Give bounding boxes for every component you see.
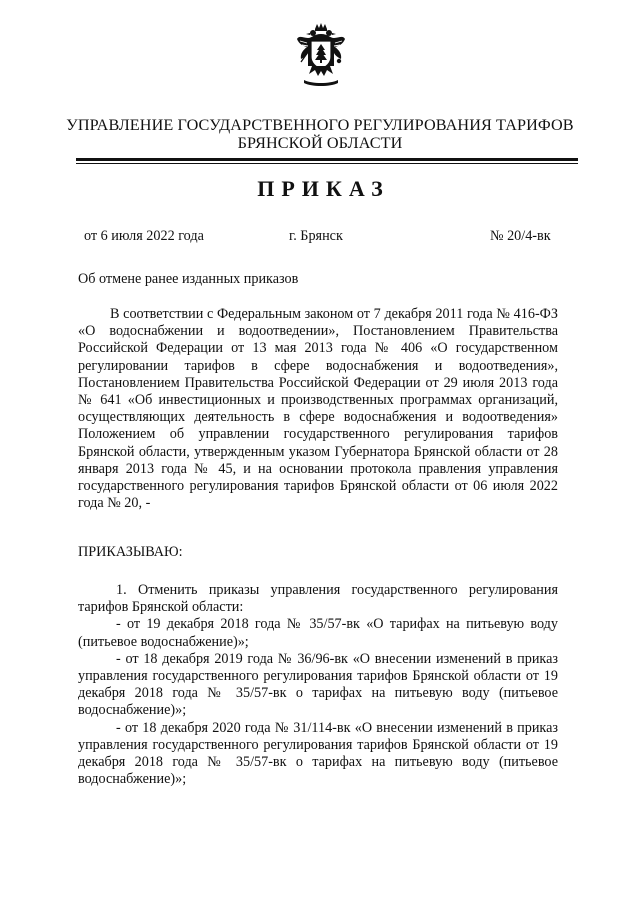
header-divider-thin [76, 163, 578, 164]
order-keyword: ПРИКАЗЫВАЮ: [78, 544, 183, 560]
document-date: от 6 июля 2022 года [84, 228, 204, 244]
document-number: № 20/4-вк [490, 228, 551, 244]
order-item: - от 18 декабря 2020 года № 31/114-вк «О внесении изменений в приказ управления государственного регулирования тарифов Брянской области от 19 декабря 2018 года № 35/57-вк о тарифах на питьевую воду (питьевое водоснабжение)»; [78, 719, 558, 788]
header-divider-thick [76, 158, 578, 161]
order-item: - от 18 декабря 2019 года № 36/96-вк «О внесении изменений в приказ управления государственного регулирования тарифов Брянской области от 19 декабря 2018 года № 35/57-вк о тарифах на питьевую воду (питьевое водоснабжение)»; [78, 650, 558, 719]
document-city: г. Брянск [289, 228, 343, 244]
order-item: - от 19 декабря 2018 года № 35/57-вк «О тарифах на питьевую воду (питьевое водоснабжение)»; [78, 616, 558, 650]
organization-title [60, 116, 580, 152]
document-subject: Об отмене ранее изданных приказов [78, 271, 299, 287]
preamble-paragraph: В соответствии с Федеральным законом от 7 декабря 2011 года № 416-ФЗ «О водоснабжении и водоотведении», Постановлением Правительства Российской Федерации от 13 мая 2013 года № 406 «О государственном регулировании тарифов в сфере водоснабжения и водоотведения», Постановлением Правительства Российской Федерации от 29 июля 2013 года № 641 «Об инвестиционных и производственных программах организаций, осуществляющих деятельность в сфере водоснабжения и водоотведения» Положением об управлении государственного регулирования тарифов Брянской области, утвержденным указом Губернатора Брянской области от 28 января 2013 года № 45, и на основании протокола правления управления государственного регулирования тарифов Брянской области от 06 июля 2022 года № 20, - [78, 306, 558, 512]
organization-title-line-1: УПРАВЛЕНИЕ ГОСУДАРСТВЕННОГО РЕГУЛИРОВАНИЯ ТАРИФОВ [66, 116, 574, 134]
order-item: 1. Отменить приказы управления государственного регулирования тарифов Брянской области: [78, 582, 558, 616]
organization-title-line-2: БРЯНСКОЙ ОБЛАСТИ [237, 134, 403, 152]
bryansk-coat-of-arms-icon [294, 22, 348, 88]
order-items [78, 582, 558, 788]
document-type-title: ПРИКАЗ [257, 176, 390, 201]
